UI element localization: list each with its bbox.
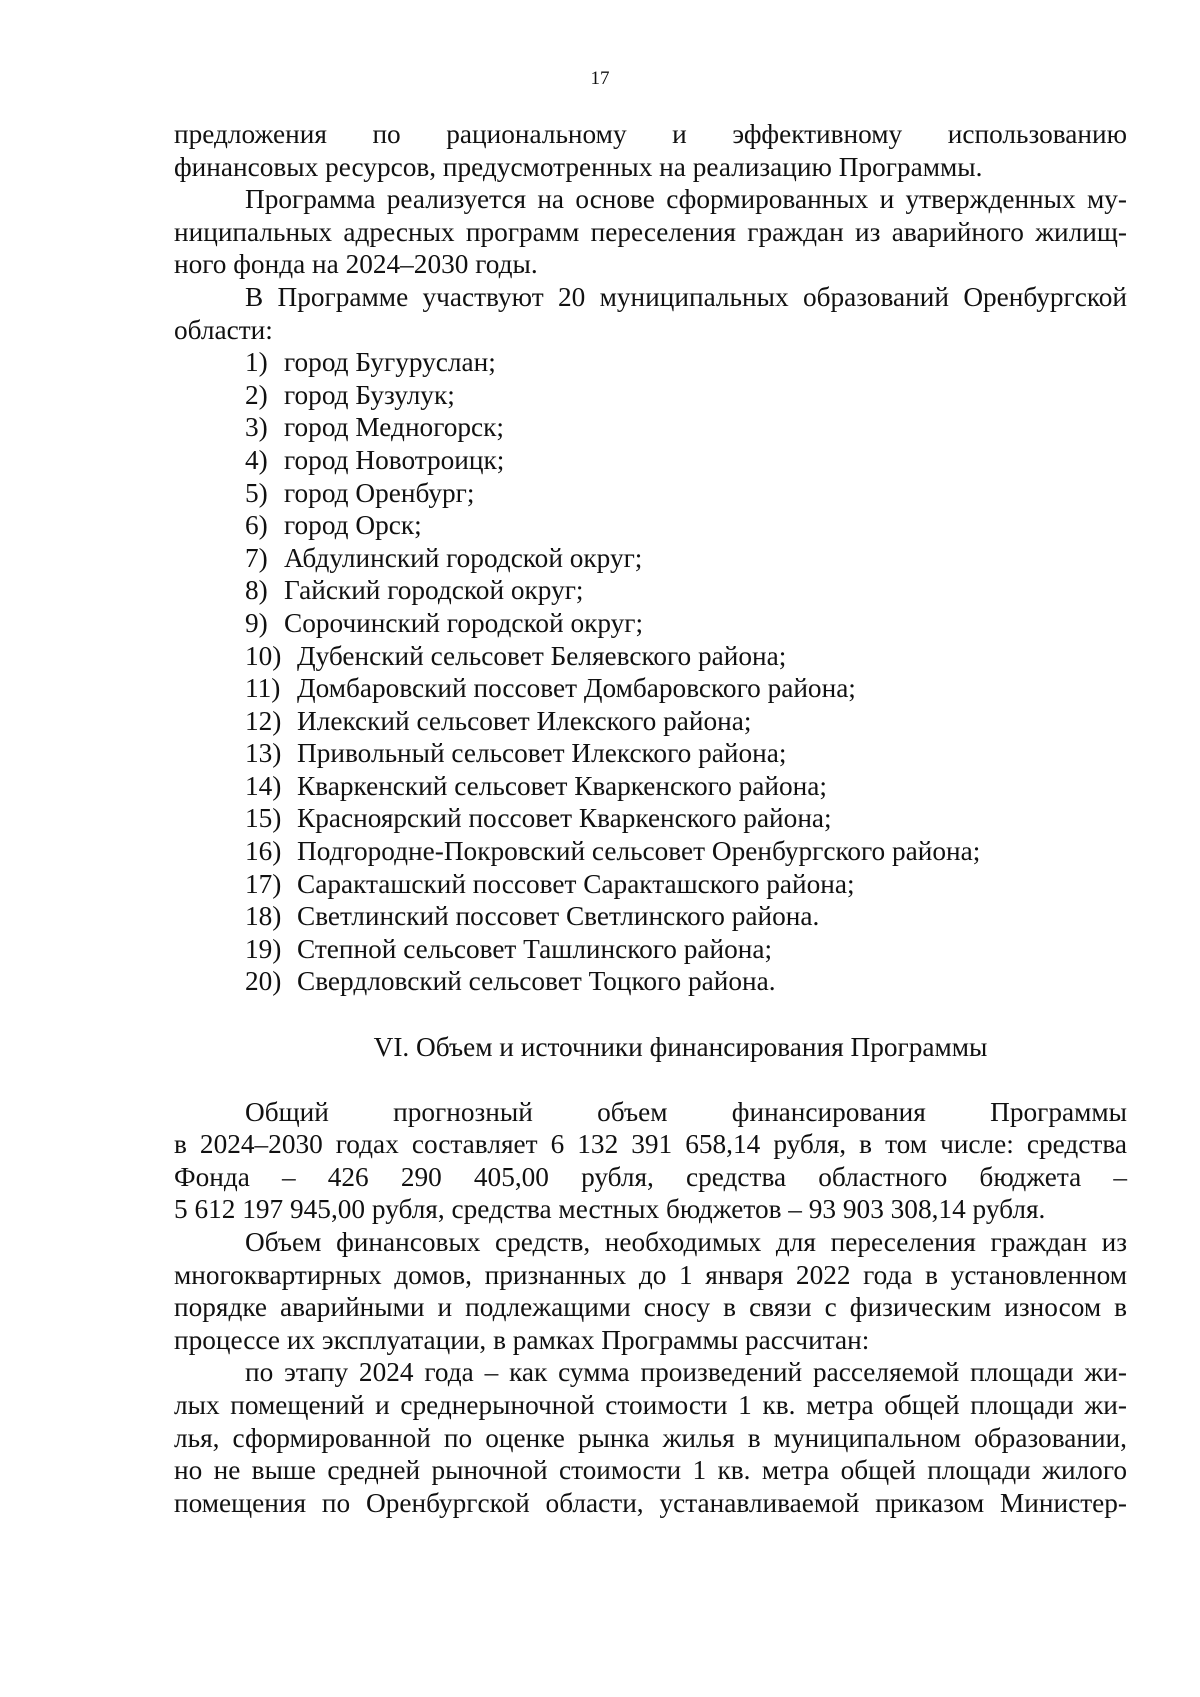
list-item-number: 7) [245, 542, 268, 573]
stage-line: по этапу 2024 года – как сумма произведений расселяемой площади жи- [245, 1357, 1127, 1388]
volume-line: процессе их эксплуатации, в рамках Программы рассчитан: [174, 1324, 870, 1355]
list-item-text: Илекский сельсовет Илекского района; [297, 705, 752, 736]
list-item-text: Привольный сельсовет Илекского района; [297, 738, 787, 769]
funding-line: Фонда – 426 290 405,00 рубля, средства областного бюджета – [174, 1161, 1127, 1192]
program-line: Программа реализуется на основе сформированных и утвержденных му- [245, 184, 1127, 215]
document-body [174, 118, 1127, 1519]
intro-line: предложения по рациональному и эффективному использованию [174, 119, 1127, 149]
list-item [174, 574, 1127, 607]
list-item-number: 4) [245, 444, 268, 475]
list-item-number: 11) [245, 673, 281, 704]
list-item [174, 965, 1127, 998]
list-item-text: Дубенский сельсовет Беляевского района; [297, 640, 787, 671]
list-item-text: Свердловский сельсовет Тоцкого района. [297, 966, 776, 997]
intro-line: финансовых ресурсов, предусмотренных на реализацию Программы. [174, 151, 983, 182]
list-item [174, 411, 1127, 444]
list-item [174, 835, 1127, 868]
list-item [174, 444, 1127, 477]
program-line: ниципальных адресных программ переселения граждан из аварийного жилищ- [174, 216, 1127, 247]
list-item [174, 542, 1127, 575]
list-item [174, 346, 1127, 379]
list-item [174, 477, 1127, 510]
list-item-number: 13) [245, 738, 282, 769]
list-item [174, 379, 1127, 412]
list-item-number: 3) [245, 412, 268, 443]
list-item [174, 607, 1127, 640]
list-item [174, 802, 1127, 835]
list-item [174, 509, 1127, 542]
list-item-text: Гайский городской округ; [284, 575, 584, 606]
section-heading: VI. Объем и источники финансирования Программы [373, 1032, 988, 1063]
list-item-text: город Орск; [284, 510, 422, 541]
list-item-text: город Новотроицк; [284, 444, 505, 475]
volume-line: порядке аварийными и подлежащими сносу в связи с физическим износом в [174, 1292, 1127, 1323]
list-item-text: Домбаровский поссовет Домбаровского района; [297, 673, 856, 704]
list-item-number: 2) [245, 379, 268, 410]
list-item [174, 770, 1127, 803]
participants-line: области: [174, 314, 273, 345]
list-item-text: Кваркенский сельсовет Кваркенского района; [297, 770, 827, 801]
stage-line: лых помещений и среднерыночной стоимости 1 кв. метра общей площади жи- [174, 1389, 1127, 1420]
page-number: 17 [590, 68, 610, 89]
funding-line: Общий прогнозный объем финансирования Программы [245, 1096, 1127, 1127]
list-item-number: 15) [245, 803, 282, 834]
list-item-number: 12) [245, 705, 282, 736]
list-item-number: 16) [245, 836, 282, 867]
list-item-text: Подгородне-Покровский сельсовет Оренбургского района; [297, 836, 981, 867]
list-item-number: 5) [245, 477, 268, 508]
participants-line: В Программе участвуют 20 муниципальных образований Оренбургской [245, 281, 1127, 312]
list-item-number: 19) [245, 933, 282, 964]
list-item [174, 868, 1127, 901]
list-item [174, 900, 1127, 933]
list-item-text: Сорочинский городской округ; [284, 607, 644, 638]
list-item-text: Саракташский поссовет Саракташского района; [297, 868, 855, 899]
stage-line: лья, сформированной по оценке рынка жилья в муниципальном образовании, [174, 1422, 1127, 1453]
list-item-text: город Оренбург; [284, 477, 475, 508]
list-item-number: 6) [245, 510, 268, 541]
list-item [174, 933, 1127, 966]
municipalities-list [174, 346, 1127, 998]
funding-line: 5 612 197 945,00 рубля, средства местных бюджетов – 93 903 308,14 рубля. [174, 1194, 1046, 1225]
list-item-text: город Бугуруслан; [284, 347, 496, 378]
program-line: ного фонда на 2024–2030 годы. [174, 249, 538, 280]
list-item-number: 8) [245, 575, 268, 606]
funding-line: в 2024–2030 годах составляет 6 132 391 658,14 рубля, в том числе: средства [174, 1129, 1127, 1160]
list-item [174, 737, 1127, 770]
stage-line: помещения по Оренбургской области, устанавливаемой приказом Министер- [174, 1487, 1127, 1518]
volume-line: Объем финансовых средств, необходимых для переселения граждан из [245, 1227, 1127, 1257]
list-item-text: Степной сельсовет Ташлинского района; [297, 933, 773, 964]
list-item-number: 17) [245, 868, 282, 899]
list-item [174, 672, 1127, 705]
volume-line: многоквартирных домов, признанных до 1 января 2022 года в установленном [174, 1259, 1127, 1290]
list-item-number: 18) [245, 901, 282, 932]
list-item-text: Светлинский поссовет Светлинского района. [297, 901, 820, 932]
list-item-text: город Бузулук; [284, 379, 455, 410]
list-item-number: 10) [245, 640, 282, 671]
list-item-text: Красноярский поссовет Кваркенского района; [297, 803, 832, 834]
list-item-number: 14) [245, 770, 282, 801]
list-item-number: 20) [245, 966, 282, 997]
list-item-text: город Медногорск; [284, 412, 504, 443]
list-item-number: 1) [245, 347, 268, 378]
list-item-text: Абдулинский городской округ; [284, 542, 643, 573]
stage-line: но не выше средней рыночной стоимости 1 кв. метра общей площади жилого [174, 1455, 1127, 1486]
list-item-number: 9) [245, 607, 268, 638]
list-item [174, 705, 1127, 738]
list-item [174, 640, 1127, 673]
